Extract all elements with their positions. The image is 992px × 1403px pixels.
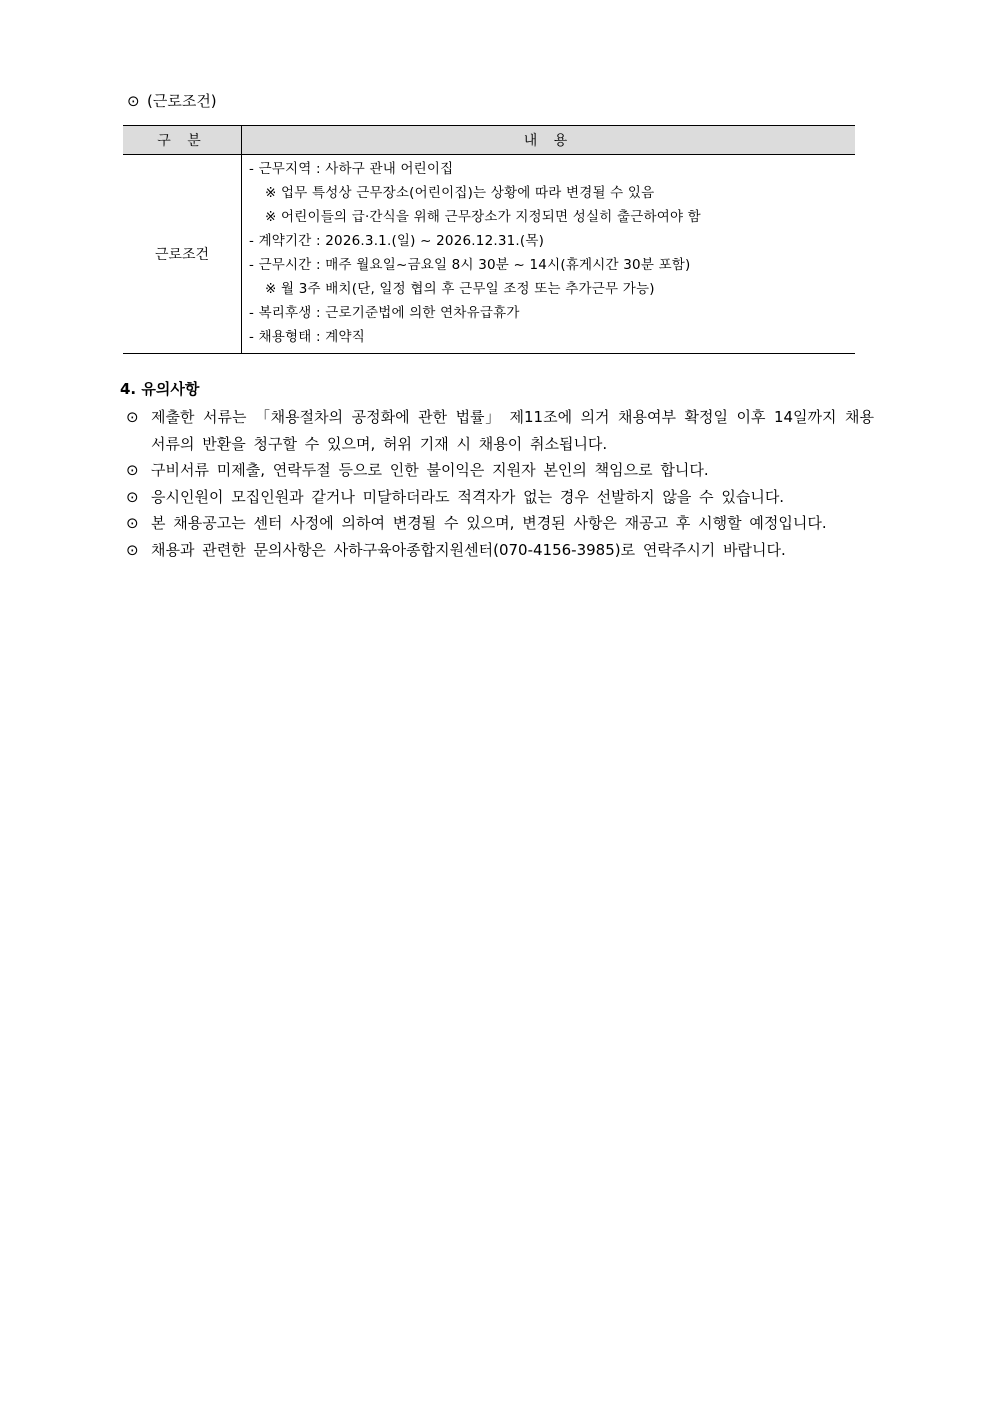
- note-text: 구비서류 미제출, 연락두절 등으로 인한 불이익은 지원자 본인의 책임으로 합니다.: [151, 461, 709, 479]
- notes-list: [126, 404, 874, 563]
- circled-dot-bullet-icon: ⊙: [126, 408, 139, 426]
- circled-dot-bullet-icon: ⊙: [126, 487, 139, 506]
- section-heading-notes: 4. 유의사항: [120, 380, 200, 398]
- condition-item: - 근무시간 : 매주 월요일~금요일 8시 30분 ~ 14시(휴게시간 30분 포함): [249, 257, 691, 273]
- work-conditions-title: [127, 90, 217, 112]
- circled-dot-bullet-icon: ⊙: [126, 461, 139, 479]
- table-header-row: [123, 126, 855, 155]
- circled-dot-bullet-icon: ⊙: [126, 514, 139, 532]
- condition-subnote: ※ 업무 특성상 근무장소(어린이집)는 상황에 따라 변경될 수 있음: [265, 185, 655, 201]
- condition-item: - 계약기간 : 2026.3.1.(일) ~ 2026.12.31.(목): [249, 233, 545, 249]
- row-label: 근로조건: [123, 155, 242, 354]
- list-item: [126, 510, 874, 537]
- condition-item: - 근무지역 : 사하구 관내 어린이집: [249, 161, 454, 177]
- condition-subnote: ※ 월 3주 배치(단, 일정 협의 후 근무일 조정 또는 추가근무 가능): [265, 281, 655, 297]
- list-item: [126, 457, 874, 484]
- condition-item: - 복리후생 : 근로기준법에 의한 연차유급휴가: [249, 305, 520, 321]
- work-conditions-title-text: (근로조건): [147, 92, 217, 110]
- work-conditions-table: [123, 125, 855, 354]
- header-content: 내 용: [242, 126, 856, 155]
- note-text: 채용과 관련한 문의사항은 사하구육아종합지원센터(070-4156-3985)로 연락주시기 바랍니다.: [151, 540, 786, 559]
- circled-dot-bullet-icon: ⊙: [126, 540, 139, 559]
- condition-subnote: ※ 어린이들의 급·간식을 위해 근무장소가 지정되면 성실히 출근하여야 함: [265, 209, 701, 225]
- table-row: [123, 155, 855, 354]
- note-text: 응시인원이 모집인원과 같거나 미달하더라도 적격자가 없는 경우 선발하지 않을 수 있습니다.: [151, 487, 785, 506]
- list-item: [126, 537, 874, 564]
- row-content-cell: [242, 155, 856, 354]
- note-text: 제출한 서류는 「채용절차의 공정화에 관한 법률」 제11조에 의거 채용여부 확정일 이후 14일까지 채용서류의 반환을 청구할 수 있으며, 허위 기재 시 채용이 취소됩니다.: [151, 408, 874, 453]
- list-item: [126, 404, 874, 457]
- header-category: 구 분: [123, 126, 242, 155]
- list-item: [126, 484, 874, 511]
- note-text: 본 채용공고는 센터 사정에 의하여 변경될 수 있으며, 변경된 사항은 재공고 후 시행할 예정입니다.: [151, 514, 827, 532]
- circled-dot-bullet-icon: ⊙: [127, 92, 140, 110]
- condition-lines: [242, 155, 855, 353]
- condition-item: - 채용형태 : 계약직: [249, 329, 365, 345]
